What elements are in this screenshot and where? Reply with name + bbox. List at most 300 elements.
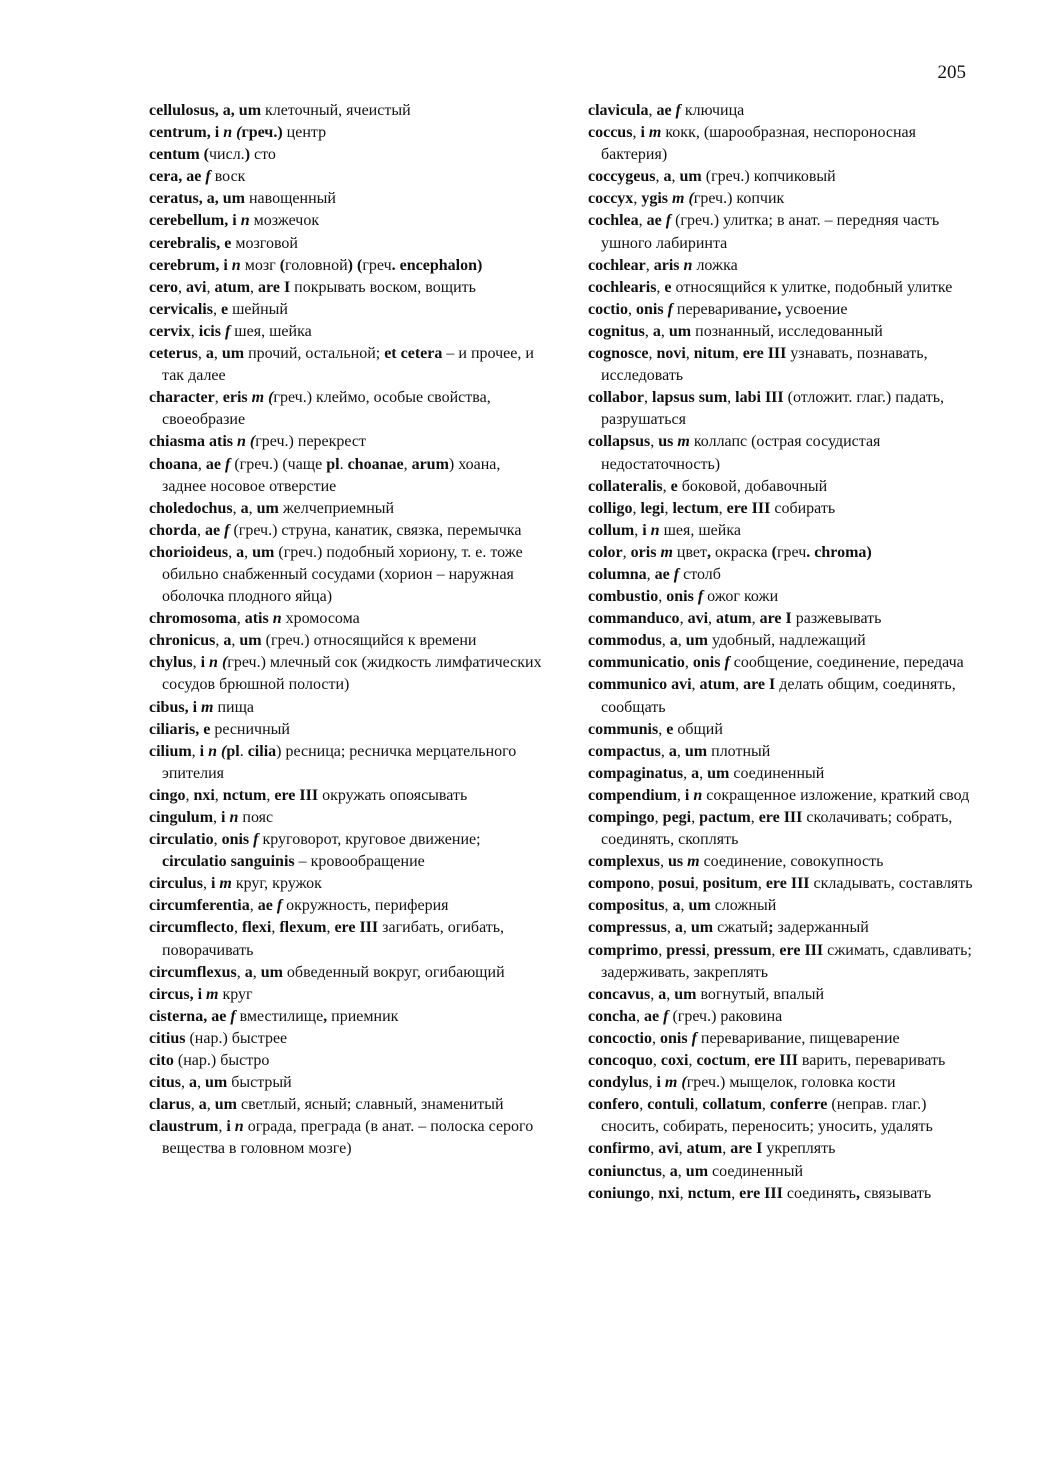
entry-text: (греч.) улитка; в анат. – передняя часть ушного лабиринта: [601, 212, 940, 252]
entry-term: . encephalon): [391, 256, 483, 274]
entry-text: ,: [622, 543, 631, 561]
entry-term: concha: [588, 1007, 636, 1025]
entry-term: nxi: [658, 1184, 680, 1202]
dictionary-entry: [588, 785, 978, 807]
entry-term: cingo: [149, 786, 186, 804]
entry-text: центр: [286, 124, 327, 142]
entry-text: ,: [178, 278, 187, 296]
entry-text: относящийся к улитке, подобный улитке: [671, 278, 953, 296]
entry-gender: n: [240, 212, 250, 230]
entry-text: ,: [191, 742, 200, 760]
dictionary-entry: [149, 520, 544, 542]
entry-term: pactum: [699, 809, 751, 826]
dictionary-entry: [588, 343, 978, 387]
dictionary-entry: [149, 122, 544, 144]
entry-term: ae: [646, 212, 666, 230]
entry-term: centrum, i: [149, 124, 224, 142]
entry-text: греч: [776, 543, 807, 561]
entry-term: coniungo: [588, 1184, 651, 1202]
dictionary-entry: [149, 210, 544, 232]
entry-term: compendium: [588, 786, 677, 804]
entry-text: складывать, составлять: [809, 875, 973, 893]
entry-text: ,: [181, 1074, 189, 1092]
entry-term: onis: [221, 831, 254, 849]
entry-text: ,: [648, 102, 657, 119]
entry-text: ,: [206, 1096, 215, 1114]
entry-term: cerebellum, i: [149, 212, 241, 230]
entry-text: ,: [679, 1184, 688, 1202]
entry-text: ,: [206, 278, 215, 296]
dictionary-entry: [149, 829, 544, 873]
dictionary-entry: [149, 917, 544, 961]
entry-text: ,: [722, 1140, 731, 1158]
entry-term: i: [210, 875, 220, 893]
dictionary-entry: [149, 608, 544, 630]
dictionary-entry: [588, 210, 978, 254]
dictionary-entry: [149, 1094, 544, 1116]
entry-term: positum: [702, 875, 758, 893]
entry-gender: m: [206, 985, 219, 1003]
entry-text: (греч.) струна, канатик, связка, перемычка: [229, 521, 522, 539]
entry-term: ere III: [726, 499, 771, 517]
entry-gender: n: [223, 124, 233, 142]
entry-term: color: [588, 543, 623, 561]
entry-term: colligo: [588, 499, 633, 517]
entry-text: ,: [244, 543, 253, 561]
entry-text: ,: [632, 499, 641, 517]
entry-text: ,: [666, 985, 675, 1003]
entry-term: flexi: [242, 919, 272, 937]
entry-text: (нар.) быстрее: [185, 1029, 288, 1047]
entry-text: ,: [664, 897, 673, 915]
entry-term: ae: [654, 565, 674, 583]
dictionary-entry: [588, 608, 978, 630]
entry-term: coniunctus: [588, 1162, 662, 1180]
dictionary-entry: [149, 1116, 544, 1160]
entry-term: cellulosus, a, um: [149, 102, 262, 119]
dictionary-entry: [149, 1028, 544, 1050]
entry-text: ,: [232, 499, 241, 517]
entry-term: ,: [855, 1184, 860, 1202]
entry-text: ,: [676, 786, 685, 804]
entry-text: сто: [250, 146, 276, 164]
entry-text: ,: [650, 985, 659, 1003]
entry-term: e: [670, 477, 678, 495]
entry-text: ,: [228, 543, 237, 561]
entry-gender: (: [684, 190, 694, 208]
entry-text: сколачивать; собрать, соединять, скоплять: [601, 809, 953, 849]
entry-text: загибать, огибать, поворачивать: [162, 919, 505, 959]
entry-text: соединение, совокупность: [699, 853, 884, 871]
entry-text: – кровообращение: [294, 853, 425, 871]
dictionary-entry: [588, 520, 978, 542]
entry-gender: n: [229, 809, 239, 826]
entry-term: i: [226, 1118, 235, 1136]
entry-term: um: [221, 345, 245, 363]
dictionary-entry: [149, 542, 544, 608]
entry-text: пища: [213, 698, 255, 716]
entry-text: узнавать, познавать, исследовать: [601, 345, 928, 385]
dictionary-entry: [149, 984, 544, 1006]
entry-term: nxi: [193, 786, 215, 804]
entry-term: pl: [226, 742, 240, 760]
entry-text: ,: [634, 521, 643, 539]
entry-text: ,: [660, 322, 669, 340]
entry-text: ,: [234, 919, 242, 937]
dictionary-entry: [588, 719, 978, 741]
entry-term: atis: [244, 610, 273, 628]
entry-term: arum: [411, 455, 449, 473]
entry-term: are I: [759, 610, 792, 628]
entry-term: comprimo: [588, 941, 659, 959]
entry-text: ,: [266, 786, 275, 804]
entry-text: (нар.) быстро: [173, 1052, 270, 1070]
dictionary-entry: [588, 299, 978, 321]
entry-gender: n: [650, 521, 660, 539]
entry-text: клеточный, ячеистый: [261, 102, 411, 119]
entry-gender: f: [697, 588, 704, 606]
entry-term: ere III: [758, 809, 803, 826]
entry-term: ere III: [779, 941, 824, 959]
entry-text: столб: [679, 565, 721, 583]
entry-text: светлый, ясный; славный, знаменитый: [237, 1096, 504, 1114]
entry-term: commodus: [588, 632, 662, 650]
entry-term: um: [684, 742, 708, 760]
entry-text: (неправ. глаг.) сносить, собирать, переносить; уносить, удалять: [601, 1096, 933, 1136]
entry-text: греч.) млечный сок (жидкость лимфатических сосудов брюшной полости): [162, 654, 542, 694]
entry-text: (отложит. глаг.) падать, разрушаться: [601, 389, 945, 429]
entry-text: желчеприемный: [278, 499, 395, 517]
entry-text: хромосома: [281, 610, 360, 628]
entry-term: cervix: [149, 322, 191, 340]
entry-text: числ.: [208, 146, 245, 164]
entry-term: i: [221, 809, 230, 826]
entry-term: a: [189, 1074, 197, 1092]
entry-term: a: [223, 632, 232, 650]
entry-term: et cetera: [384, 345, 443, 363]
dictionary-entry: [149, 1072, 544, 1094]
dictionary-entry: [149, 454, 544, 498]
entry-term: e: [666, 720, 674, 738]
entry-text: ,: [677, 632, 686, 650]
entry-term: atum: [699, 676, 736, 694]
entry-text: переваривание, пищеварение: [696, 1029, 900, 1047]
entry-term: a: [674, 919, 683, 937]
entry-text: ,: [650, 1184, 659, 1202]
entry-term: a: [240, 499, 249, 517]
entry-term: a: [198, 1096, 207, 1114]
entry-term: ere III: [274, 786, 319, 804]
dictionary-entry: [149, 873, 544, 895]
entry-text: ограда, преграда (в анат. – полоска серого вещества в головном мозге): [162, 1118, 534, 1158]
entry-text: ,: [213, 809, 222, 826]
entry-term: concoquo: [588, 1052, 653, 1070]
entry-term: cilium: [149, 742, 192, 760]
dictionary-entry: [588, 542, 978, 564]
dictionary-entry: [588, 586, 978, 608]
dictionary-entry: [588, 476, 978, 498]
entry-text: кокк, (шарообразная, неспороносная бактерия): [601, 124, 916, 164]
entry-term: ere III: [739, 1184, 783, 1202]
entry-term: onis: [692, 654, 725, 672]
entry-term: communicatio: [588, 654, 685, 672]
entry-term: ere III: [765, 875, 810, 893]
entry-text: удобный, надлежащий: [708, 632, 866, 650]
entry-text: мозжечок: [249, 212, 320, 230]
entry-term: cera, ae: [149, 168, 206, 186]
entry-text: ,: [403, 455, 412, 473]
entry-term: a: [669, 1162, 678, 1180]
entry-gender: m: [677, 433, 690, 451]
entry-term: collum: [588, 521, 635, 539]
entry-text: ,: [644, 389, 652, 407]
dictionary-entry: [149, 431, 544, 453]
entry-text: .: [339, 455, 348, 473]
entry-text: ,: [731, 1184, 740, 1202]
entry-term: icis: [198, 322, 225, 340]
entry-text: головной: [285, 256, 348, 274]
left-column: [149, 100, 544, 1161]
entry-text: ,: [218, 1118, 227, 1136]
dictionary-entry: [588, 321, 978, 343]
entry-text: окружать опоясывать: [318, 786, 468, 804]
entry-gender: m: [671, 190, 685, 208]
entry-text: ,: [190, 1096, 199, 1114]
entry-text: круговорот, круговое движение;: [258, 831, 481, 849]
dictionary-entry: [588, 277, 978, 299]
entry-text: сжимать, сдавливать; задерживать, закреплять: [601, 941, 972, 981]
entry-term: circulatio sanguinis: [162, 853, 295, 871]
entry-text: цвет: [672, 543, 708, 561]
entry-text: (греч.) копчиковый: [701, 168, 836, 186]
entry-text: переваривание: [672, 300, 778, 318]
entry-term: a: [669, 632, 678, 650]
entry-term: um: [260, 963, 283, 981]
entry-term: i: [684, 786, 694, 804]
entry-term: cito: [149, 1052, 174, 1070]
entry-term: collatum: [702, 1096, 762, 1114]
entry-text: воск: [210, 168, 246, 186]
entry-text: ,: [212, 300, 221, 318]
entry-text: ,: [326, 919, 335, 937]
entry-gender: f: [253, 831, 259, 849]
entry-text: (греч.) раковина: [668, 1007, 783, 1025]
entry-gender: (: [232, 124, 242, 142]
entry-term: compositus: [588, 897, 665, 915]
entry-text: ,: [650, 875, 659, 893]
entry-text: ,: [660, 853, 668, 871]
dictionary-entry: [149, 233, 544, 255]
entry-text: ,: [735, 676, 744, 694]
entry-text: ,: [660, 742, 669, 760]
entry-term: onis: [635, 300, 668, 318]
entry-term: ,: [323, 1007, 328, 1025]
entry-term: confirmo: [588, 1140, 651, 1158]
entry-gender: f: [230, 1007, 236, 1025]
entry-text: ,: [685, 345, 694, 363]
entry-term: ): [244, 146, 251, 164]
dictionary-entry: [588, 387, 978, 431]
dictionary-entry: [149, 188, 544, 210]
entry-term: eris: [222, 389, 252, 407]
entry-gender: f: [691, 1029, 697, 1047]
entry-term: citus: [149, 1074, 181, 1092]
entry-text: ,: [654, 809, 663, 826]
entry-text: обведенный вокруг, огибающий: [282, 963, 505, 981]
dictionary-entry: [588, 851, 978, 873]
entry-term: ceratus, a, um: [149, 190, 245, 208]
entry-term: pressum: [713, 941, 772, 959]
entry-term: cero: [149, 278, 179, 296]
entry-term: circulus: [149, 875, 203, 893]
dictionary-entry: [588, 940, 978, 984]
entry-gender: m: [648, 124, 662, 142]
entry-text: ,: [699, 764, 708, 782]
entry-term: ,: [707, 543, 712, 561]
entry-gender: (: [217, 742, 227, 760]
entry-text: связывать: [859, 1184, 932, 1202]
dictionary-entry: [588, 1006, 978, 1028]
entry-text: ,: [197, 345, 206, 363]
entry-text: окружность, периферия: [282, 897, 449, 915]
entry-term: um: [668, 322, 692, 340]
entry-text: общий: [673, 720, 723, 738]
entry-text: ,: [705, 941, 714, 959]
entry-term: circumflecto: [149, 919, 234, 937]
entry-term: character: [149, 389, 215, 407]
entry-term: ae: [205, 455, 226, 473]
dictionary-entry: [588, 1161, 978, 1183]
entry-term: cognosce: [588, 345, 649, 363]
entry-term: a: [691, 764, 700, 782]
entry-text: ,: [214, 389, 223, 407]
dictionary-entry: [588, 630, 978, 652]
entry-term: chorda: [149, 521, 197, 539]
entry-text: укреплять: [762, 1140, 836, 1158]
entry-gender: f: [663, 1007, 669, 1025]
entry-text: мозговой: [231, 234, 298, 252]
entry-text: ,: [636, 1007, 644, 1025]
entry-term: contuli: [647, 1096, 695, 1114]
entry-text: навощенный: [244, 190, 336, 208]
entry-term: commanduco: [588, 610, 680, 628]
entry-term: um: [685, 1162, 709, 1180]
dictionary-entry: [149, 962, 544, 984]
entry-gender: n: [234, 1118, 244, 1136]
entry-text: ,: [646, 565, 655, 583]
entry-term: um: [679, 168, 702, 186]
entry-term: atum: [686, 1140, 723, 1158]
entry-term: a: [658, 985, 667, 1003]
entry-text: ,: [197, 1074, 205, 1092]
entry-term: ciliaris, e: [149, 720, 211, 738]
entry-text: ресничный: [210, 720, 290, 738]
dictionary-entry: [588, 984, 978, 1006]
entry-text: ,: [214, 786, 223, 804]
entry-text: разжевывать: [791, 610, 882, 628]
entry-term: pegi: [662, 809, 692, 826]
entry-text: ,: [213, 345, 222, 363]
entry-text: ,: [249, 897, 258, 915]
entry-text: быстрый: [227, 1074, 292, 1092]
entry-gender: (: [677, 1074, 687, 1092]
entry-term: ae: [644, 1007, 664, 1025]
entry-text: ,: [202, 875, 211, 893]
entry-term: a: [205, 345, 214, 363]
entry-term: us: [668, 853, 688, 871]
entry-text: ,: [658, 588, 667, 606]
entry-term: compaginatus: [588, 764, 684, 782]
entry-term: cochlear: [588, 256, 646, 274]
entry-term: cognitus: [588, 322, 645, 340]
entry-term: clavicula: [588, 102, 649, 119]
entry-text: ,: [683, 764, 692, 782]
entry-text: ,: [652, 1052, 661, 1070]
entry-term: cilia: [247, 742, 277, 760]
dictionary-entry: [149, 321, 544, 343]
entry-term: communis: [588, 720, 659, 738]
entry-text: (греч.) относящийся к времени: [261, 632, 477, 650]
entry-term: coctio: [588, 300, 628, 318]
entry-term: ere III: [754, 1052, 798, 1070]
entry-term: chromosoma: [149, 610, 237, 628]
entry-text: ,: [757, 875, 766, 893]
entry-term: ygis: [641, 190, 672, 208]
entry-text: сжатый: [713, 919, 769, 937]
entry-term: i: [199, 742, 209, 760]
entry-text: ,: [664, 499, 673, 517]
entry-term: compingo: [588, 809, 655, 826]
entry-text: ,: [632, 124, 641, 142]
entry-term: ae: [205, 521, 225, 539]
entry-text: ,: [734, 345, 743, 363]
entry-term: coccus: [588, 124, 633, 142]
entry-term: nctum: [222, 786, 267, 804]
entry-text: ,: [252, 963, 261, 981]
dictionary-entry: [588, 1183, 978, 1205]
entry-text: ,: [190, 322, 199, 340]
entry-text: ,: [197, 455, 206, 473]
entry-term: e: [220, 300, 229, 318]
entry-gender: n: [209, 654, 218, 672]
entry-text: ,: [627, 300, 636, 318]
entry-term: combustio: [588, 588, 659, 606]
entry-gender: f: [276, 897, 283, 915]
dictionary-entry: [588, 741, 978, 763]
entry-text: делать общим, соединять, сообщать: [601, 676, 956, 716]
entry-term: choanae: [347, 455, 404, 473]
entry-text: соединенный: [729, 764, 825, 782]
entry-term: legi: [640, 499, 665, 517]
entry-term: ere III: [742, 345, 787, 363]
entry-term: circumferentia: [149, 897, 250, 915]
entry-gender: m: [201, 698, 214, 716]
dictionary-entry: [149, 277, 544, 299]
entry-text: ,: [677, 1162, 686, 1180]
entry-term: posui: [658, 875, 695, 893]
entry-text: ,: [680, 897, 689, 915]
entry-text: ,: [655, 168, 664, 186]
entry-text: ,: [661, 1162, 670, 1180]
entry-term: a: [236, 543, 245, 561]
entry-gender: f: [724, 654, 730, 672]
entry-text: собирать: [770, 499, 836, 517]
entry-term: coxi: [660, 1052, 689, 1070]
entry-term: flexum: [279, 919, 327, 937]
entry-text: греч.) мыщелок, головка кости: [686, 1074, 896, 1092]
dictionary-entry: [588, 652, 978, 674]
entry-term: ere III: [334, 919, 379, 937]
